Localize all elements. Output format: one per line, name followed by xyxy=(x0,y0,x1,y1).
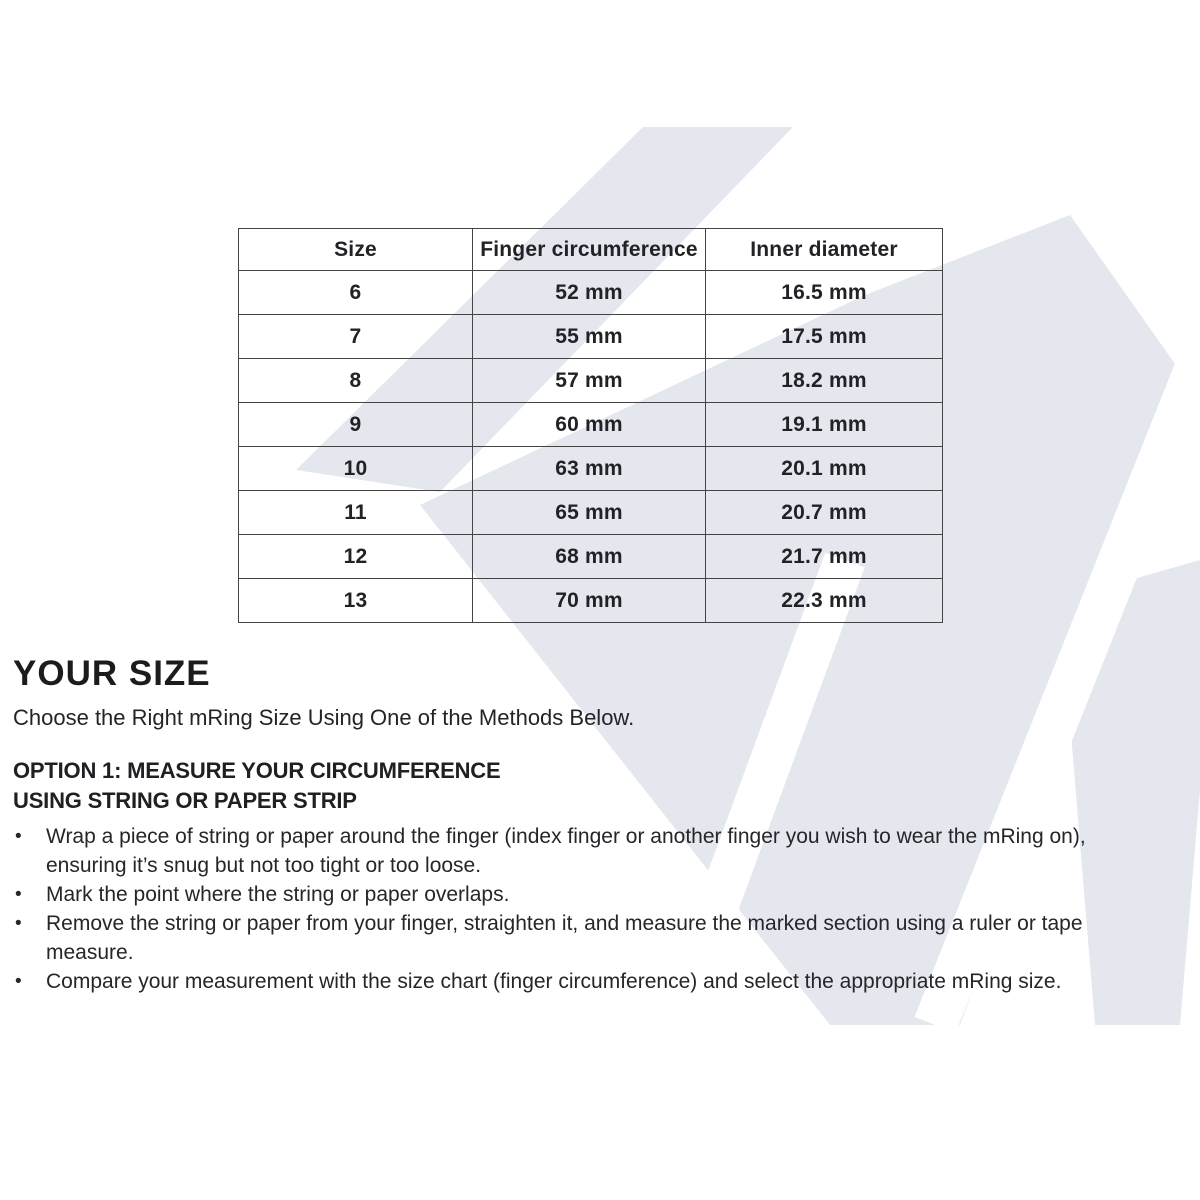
instruction-bullet xyxy=(13,822,1171,880)
ring-size-chart xyxy=(238,228,943,623)
ring-size-table xyxy=(238,228,943,623)
table-row xyxy=(239,315,943,359)
table-cell: 6 xyxy=(239,271,473,315)
option1-heading-line2: USING STRING OR PAPER STRIP xyxy=(13,788,357,813)
table-cell: 22.3 mm xyxy=(706,579,943,623)
table-cell: 19.1 mm xyxy=(706,403,943,447)
table-cell: 21.7 mm xyxy=(706,535,943,579)
ring-size-table-body xyxy=(239,271,943,623)
table-cell: 17.5 mm xyxy=(706,315,943,359)
ring-size-table-header xyxy=(239,229,943,271)
table-header-cell: Finger circumference xyxy=(473,229,706,271)
table-cell: 16.5 mm xyxy=(706,271,943,315)
instruction-text: Mark the point where the string or paper overlaps. xyxy=(46,883,510,906)
bullet-icon: • xyxy=(15,913,22,934)
option1-heading xyxy=(13,756,500,816)
table-cell: 52 mm xyxy=(473,271,706,315)
table-row xyxy=(239,403,943,447)
subtitle: Choose the Right mRing Size Using One of the Methods Below. xyxy=(13,705,635,730)
table-cell: 10 xyxy=(239,447,473,491)
table-cell: 55 mm xyxy=(473,315,706,359)
instruction-bullet xyxy=(13,909,1171,967)
table-header-cell: Size xyxy=(239,229,473,271)
instruction-bullet xyxy=(13,967,1171,996)
table-row xyxy=(239,535,943,579)
table-header-cell: Inner diameter xyxy=(706,229,943,271)
bullet-icon: • xyxy=(15,971,22,992)
table-cell: 7 xyxy=(239,315,473,359)
bullet-icon: • xyxy=(15,826,22,847)
table-cell: 57 mm xyxy=(473,359,706,403)
table-cell: 60 mm xyxy=(473,403,706,447)
table-cell: 11 xyxy=(239,491,473,535)
table-cell: 9 xyxy=(239,403,473,447)
table-row xyxy=(239,271,943,315)
page-title: YOUR SIZE xyxy=(13,654,211,693)
table-row xyxy=(239,359,943,403)
table-row xyxy=(239,579,943,623)
option1-heading-line1: OPTION 1: MEASURE YOUR CIRCUMFERENCE xyxy=(13,758,501,783)
table-cell: 12 xyxy=(239,535,473,579)
table-row xyxy=(239,491,943,535)
table-cell: 65 mm xyxy=(473,491,706,535)
table-cell: 8 xyxy=(239,359,473,403)
instruction-bullet xyxy=(13,880,1171,909)
table-row xyxy=(239,447,943,491)
table-cell: 20.1 mm xyxy=(706,447,943,491)
instruction-list xyxy=(13,822,1171,996)
bullet-icon: • xyxy=(15,884,22,905)
table-cell: 13 xyxy=(239,579,473,623)
instruction-text: Wrap a piece of string or paper around the finger (index finger or another finger you wish to wear the mRing on), ensuring it’s snug but not too tight or too loose. xyxy=(46,825,1086,877)
instruction-text: Compare your measurement with the size chart (finger circumference) and select the appropriate mRing size. xyxy=(46,970,1062,993)
table-cell: 68 mm xyxy=(473,535,706,579)
table-cell: 18.2 mm xyxy=(706,359,943,403)
table-cell: 20.7 mm xyxy=(706,491,943,535)
table-cell: 70 mm xyxy=(473,579,706,623)
instruction-text: Remove the string or paper from your finger, straighten it, and measure the marked section using a ruler or tape measure. xyxy=(46,912,1083,964)
table-cell: 63 mm xyxy=(473,447,706,491)
